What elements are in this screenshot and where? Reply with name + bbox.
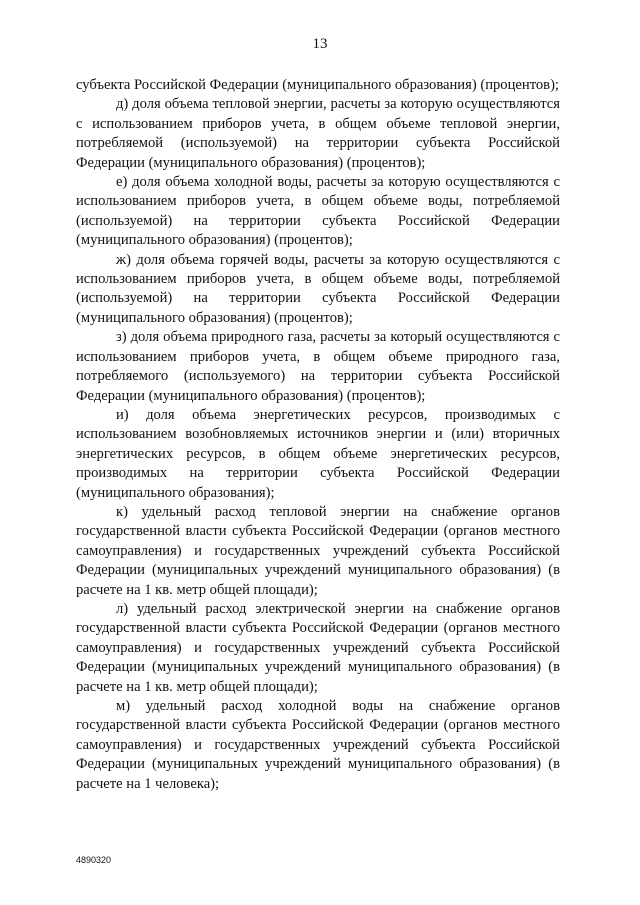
paragraph-e: е) доля объема холодной воды, расчеты за которую осуществляются с использованием приборов учета, в общем объеме воды, потребляемой (используемой) на территории субъекта Российской Федерации (муниципального образования) (процентов);	[76, 174, 560, 249]
document-id: 4890320	[76, 855, 112, 865]
paragraph-z: з) доля объема природного газа, расчеты за который осуществляются с использованием приборов учета, в общем объеме природного газа, потребляемого (используемого) на территории субъекта Российской Федерации (муниципального образования) (процентов);	[76, 329, 560, 404]
paragraph-l: л) удельный расход электрической энергии на снабжение органов государственной власти субъекта Российской Федерации (органов местного самоуправления) и государственных учреждений субъекта Российской Федерации (муниципальных учреждений муниципального образования) (в расчете на 1 кв. метр общей площади);	[76, 600, 560, 695]
page-number: 13	[312, 36, 328, 52]
paragraph-k: к) удельный расход тепловой энергии на снабжение органов государственной власти субъекта Российской Федерации (органов местного самоуправления) и государственных учреждений субъекта Российской Федерации (муниципальных учреждений муниципального образования) (в расчете на 1 кв. метр общей площади);	[76, 503, 560, 598]
paragraph-zh: ж) доля объема горячей воды, расчеты за которую осуществляются с использованием приборов учета, в общем объеме воды, потребляемой (используемой) на территории субъекта Российской Федерации (муниципального образования) (процентов);	[76, 251, 560, 326]
paragraph-d: д) доля объема тепловой энергии, расчеты за которую осуществляются с использованием приборов учета, в общем объеме тепловой энергии, потребляемой (используемой) на территории субъекта Российской Федерации (муниципального образования) (процентов);	[76, 96, 560, 171]
paragraph-i: и) доля объема энергетических ресурсов, производимых с использованием возобновляемых источников энергии и (или) вторичных энергетических ресурсов, в общем объеме энергетических ресурсов, производимых на территории субъекта Российской Федерации (муниципального образования);	[76, 406, 560, 501]
paragraph-m: м) удельный расход холодной воды на снабжение органов государственной власти субъекта Российской Федерации (органов местного самоуправления) и государственных учреждений субъекта Российской Федерации (муниципальных учреждений муниципального образования) (в расчете на 1 человека);	[76, 698, 560, 792]
document-body	[76, 76, 560, 794]
paragraph-continuation: субъекта Российской Федерации (муниципального образования) (процентов);	[76, 77, 559, 93]
